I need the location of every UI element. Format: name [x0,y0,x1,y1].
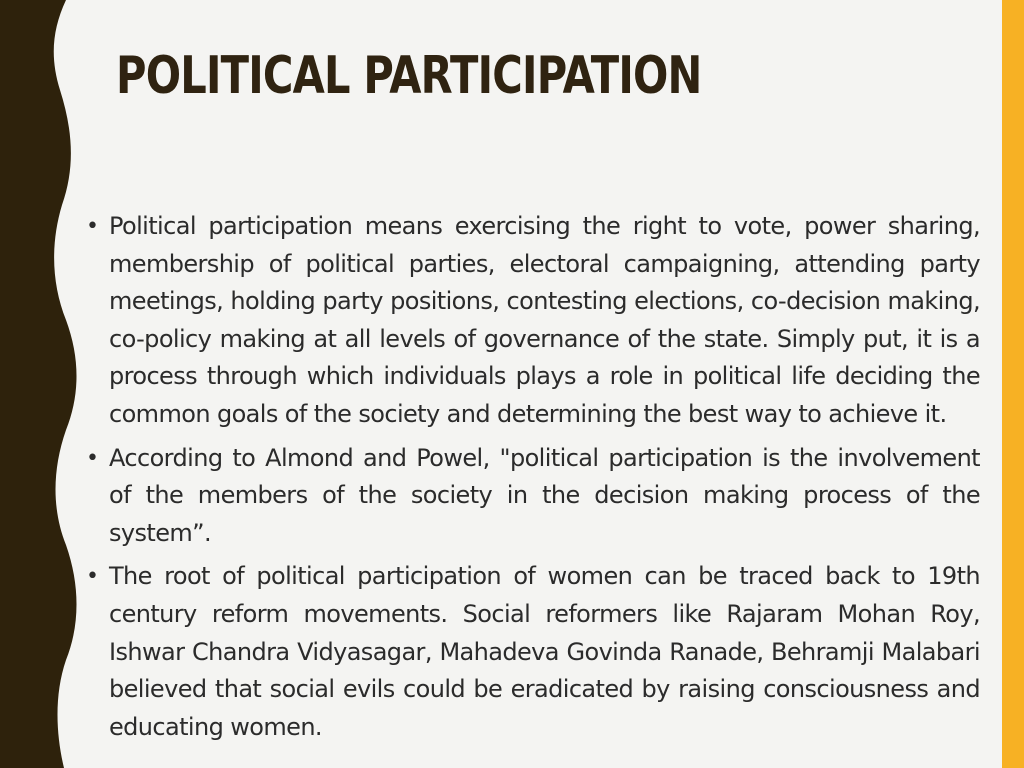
bullet-item [86,440,980,553]
bullet-dot-icon: • [86,445,99,471]
bullet-text: According to Almond and Powel, "political participation is the involvement of the members of the society in the decision making process of the system”. [109,443,980,547]
bullet-text: Political participation means exercising the right to vote, power sharing, membership of political parties, electoral campaigning, attending party meetings, holding party positions, contesting elections, co-decision making, co-policy making at all levels of governance of the state. Simply put, it is a process through which individuals plays a role in political life deciding the common goals of the society and determining the best way to achieve it. [109,212,980,428]
wavy-edge-shape [0,0,77,768]
bullet-item [86,558,980,746]
bullet-dot-icon: • [86,214,99,239]
slide-title: POLITICAL PARTICIPATION [116,46,702,106]
bullet-text: The root of political participation of women can be traced back to 19th century reform movements. Social reformers like Rajaram Mohan Roy, Ishwar Chandra Vidyasagar, Mahadeva Govinda Ranade, Behramji Malabari believed that social evils could be eradicated by raising consciousness and educating women. [109,562,980,741]
bullet-list [86,208,980,752]
bullet-item [86,208,980,434]
bullet-dot-icon: • [86,564,99,590]
accent-stripe [1002,0,1024,768]
